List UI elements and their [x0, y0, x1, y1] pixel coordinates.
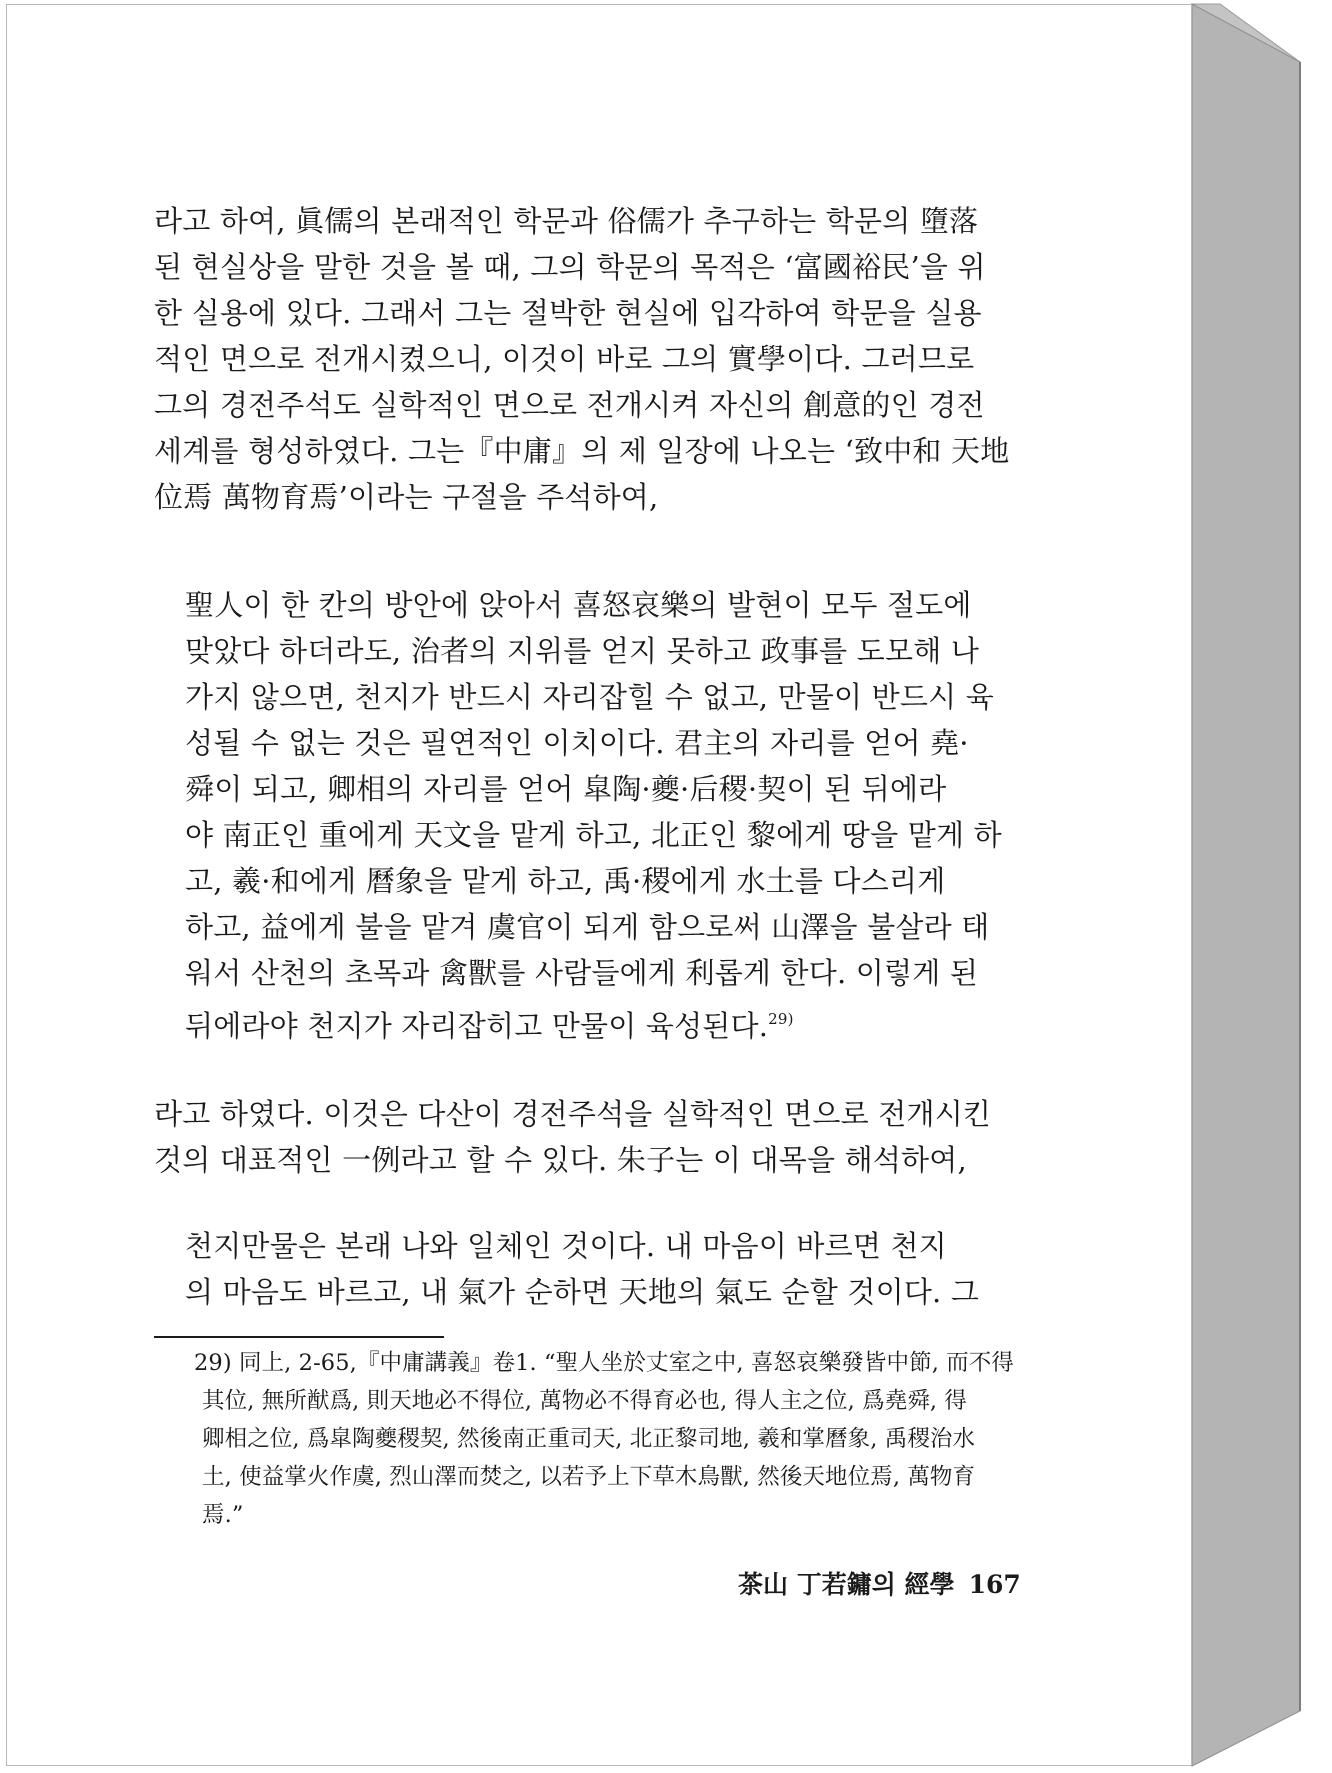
footnote-line: 29) 同上, 2-65,『中庸講義』卷1. “聖人坐於丈室之中, 喜怒哀樂發皆中節, 而不得: [194, 1350, 1014, 1376]
quote-line-last: [185, 995, 794, 1050]
body-line: 한 실용에 있다. 그래서 그는 절박한 현실에 입각하여 학문을 실용: [154, 296, 982, 330]
page-number: 167: [968, 1570, 1021, 1599]
quote-line: 의 마음도 바르고, 내 氣가 순하면 天地의 氣도 순할 것이다. 그: [185, 1275, 980, 1309]
body-line: 된 현실상을 말한 것을 볼 때, 그의 학문의 목적은 ‘富國裕民’을 위: [154, 250, 986, 284]
body-line: 라고 하였다. 이것은 다산이 경전주석을 실학적인 면으로 전개시킨: [154, 1097, 992, 1131]
running-title: 茶山 丁若鏞의 經學: [738, 1570, 955, 1599]
quote-line: 고, 羲·和에게 曆象을 맡게 하고, 禹·稷에게 水土를 다스리게: [185, 864, 946, 898]
footnote-line: 其位, 無所猷爲, 則天地必不得位, 萬物必不得育必也, 得人主之位, 爲堯舜, 得: [202, 1388, 968, 1414]
body-line: 位焉 萬物育焉’이라는 구절을 주석하여,: [154, 480, 659, 514]
page-footer: [738, 1565, 1021, 1605]
body-line: 라고 하여, 眞儒의 본래적인 학문과 俗儒가 추구하는 학문의 墮落: [154, 204, 979, 238]
body-line: 그의 경전주석도 실학적인 면으로 전개시켜 자신의 創意的인 경전: [154, 388, 985, 422]
quote-line: 성될 수 없는 것은 필연적인 이치이다. 君主의 자리를 얻어 堯·: [185, 726, 969, 760]
body-line: 적인 면으로 전개시켰으니, 이것이 바로 그의 實學이다. 그러므로: [154, 342, 975, 376]
book-page: [6, 4, 1192, 1766]
quote-line-text: 뒤에라야 천지가 자리잡히고 만물이 육성된다.: [185, 1009, 769, 1043]
quote-line: 하고, 益에게 불을 맡겨 虞官이 되게 함으로써 山澤을 불살라 태: [185, 910, 990, 944]
body-line: 세계를 형성하였다. 그는『中庸』의 제 일장에 나오는 ‘致中和 天地: [154, 434, 1010, 468]
quote-line: 舜이 되고, 卿相의 자리를 얻어 皐陶·夔·后稷·契이 된 뒤에라: [185, 772, 947, 806]
quote-line: 야 南正인 重에게 天文을 맡게 하고, 北正인 黎에게 땅을 맡게 하: [185, 818, 1002, 852]
footnote-ref-29[interactable]: 29): [768, 1010, 794, 1028]
quote-line: 聖人이 한 칸의 방안에 앉아서 喜怒哀樂의 발현이 모두 절도에: [185, 588, 972, 622]
footnote-line: 土, 使益掌火作虞, 烈山澤而焚之, 以若予上下草木鳥獸, 然後天地位焉, 萬物育: [202, 1464, 976, 1490]
quote-line: 가지 않으면, 천지가 반드시 자리잡힐 수 없고, 만물이 반드시 육: [185, 680, 994, 714]
book-spine-side: [1192, 4, 1300, 1766]
quote-line: 워서 산천의 초목과 禽獸를 사람들에게 利롭게 한다. 이렇게 된: [185, 956, 979, 990]
body-line: 것의 대표적인 一例라고 할 수 있다. 朱子는 이 대목을 해석하여,: [154, 1143, 967, 1177]
footnote-line: 卿相之位, 爲皐陶夔稷契, 然後南正重司天, 北正黎司地, 羲和掌曆象, 禹稷治水: [202, 1426, 976, 1452]
quote-line: 천지만물은 본래 나와 일체인 것이다. 내 마음이 바르면 천지: [185, 1229, 947, 1263]
quote-line: 맞았다 하더라도, 治者의 지위를 얻지 못하고 政事를 도모해 나: [185, 634, 980, 668]
footnote-line: 焉.”: [202, 1502, 244, 1528]
footnote-separator: [154, 1336, 444, 1338]
